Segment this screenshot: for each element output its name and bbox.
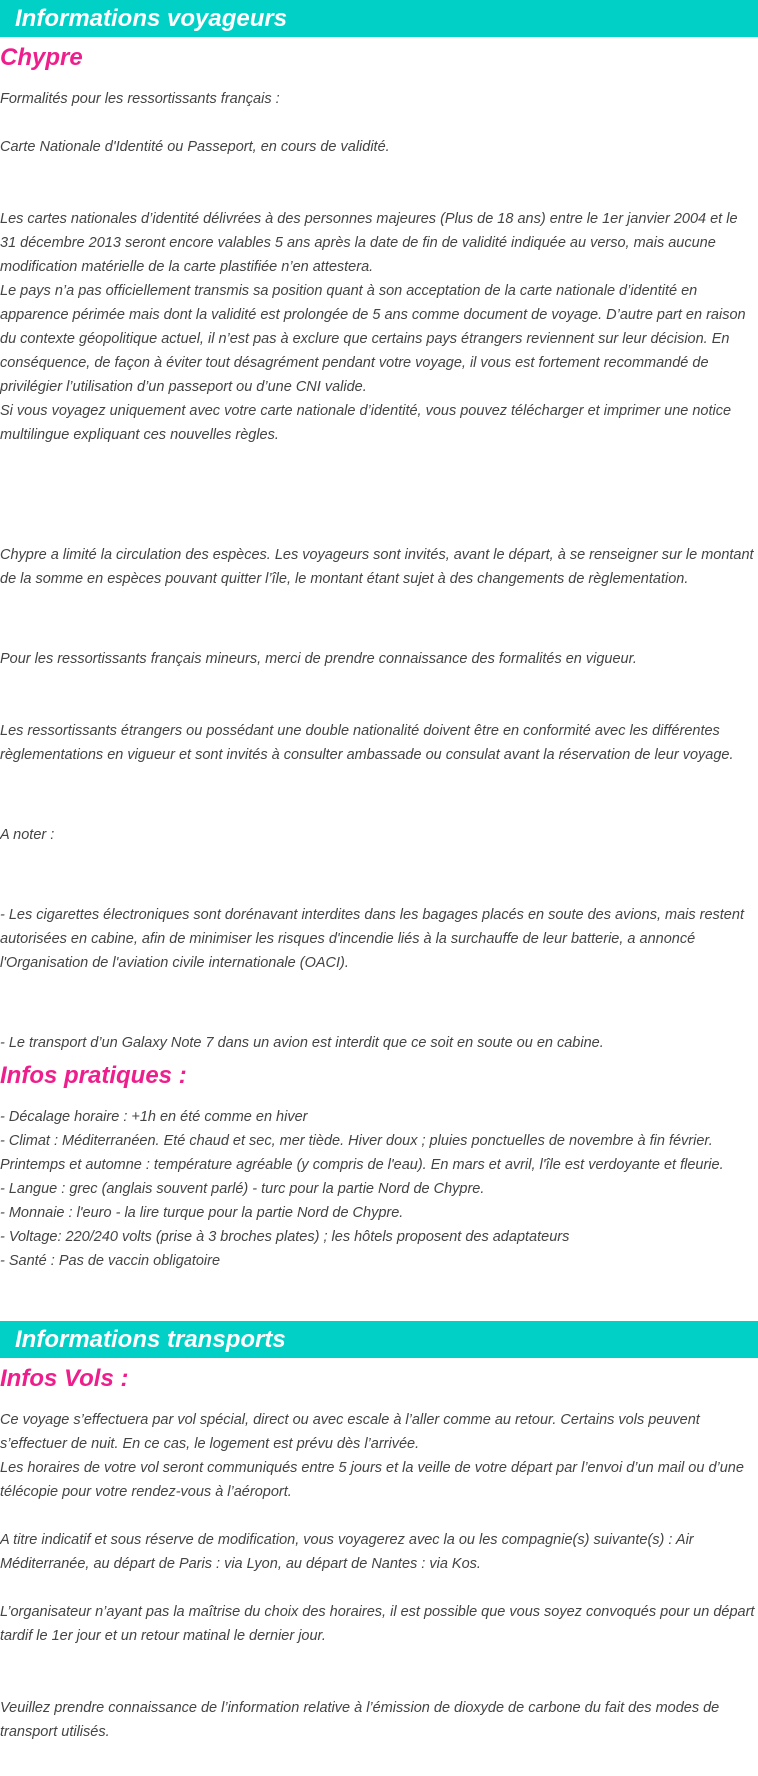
section-band-transports: Informations transports	[0, 1321, 758, 1358]
etrangers-paragraph: Les ressortissants étrangers ou possédant une double nationalité doivent être en conformité avec les différentes règlementations en vigueur et sont invités à consulter ambassade ou consulat avant la réservation de leur voyage.	[0, 723, 734, 763]
infos-pratiques-title: Infos pratiques :	[0, 1062, 187, 1089]
infos-vols-title: Infos Vols :	[0, 1365, 129, 1392]
cni-paragraph-2: Le pays n’a pas officiellement transmis sa position quant à son acceptation de la carte nationale d’identité en apparence périmée mais dont la validité est prolongée de 5 ans comme document de voyage. D’autre part en raison du contexte géopolitique actuel, il n’est pas à exclure que certains pays étrangers reviennent sur leur décision. En conséquence, de façon à éviter tout désagrément pendant votre voyage, il vous est fortement recommandé de privilégier l’utilisation d’un passeport ou d’une CNI valide.	[0, 283, 746, 395]
vol-paragraph-2: Les horaires de votre vol seront communiqués entre 5 jours et la veille de votre départ par l’envoi d’un mail ou d’une télécopie pour votre rendez-vous à l’aéroport.	[0, 1460, 744, 1500]
mineurs-paragraph: Pour les ressortissants français mineurs, merci de prendre connaissance des formalités en vigueur.	[0, 651, 637, 667]
cigarettes-paragraph: - Les cigarettes électroniques sont dorénavant interdites dans les bagages placés en soute des avions, mais restent autorisées en cabine, afin de minimiser les risques d'incendie liés à la surchauffe de leur batterie, a annoncé l'Organisation de l'aviation civile internationale (OACI).	[0, 907, 744, 971]
compagnies-paragraph: A titre indicatif et sous réserve de modification, vous voyagerez avec la ou les compagnie(s) suivante(s) : Air Méditerranée, au départ de Paris : via Lyon, au départ de Nantes : via Kos.	[0, 1532, 694, 1572]
vol-paragraph-1: Ce voyage s’effectuera par vol spécial, direct ou avec escale à l’aller comme au retour. Certains vols peuvent s’effectuer de nuit. En ce cas, le logement est prévu dès l’arrivée.	[0, 1412, 700, 1452]
list-item: - Monnaie : l'euro - la lire turque pour la partie Nord de Chypre.	[0, 1205, 404, 1221]
list-item: - Voltage: 220/240 volts (prise à 3 broches plates) ; les hôtels proposent des adaptateurs	[0, 1229, 570, 1245]
carte-identite-text: Carte Nationale d'Identité ou Passeport, en cours de validité.	[0, 139, 390, 155]
list-item: - Climat : Méditerranéen. Eté chaud et sec, mer tiède. Hiver doux ; pluies ponctuelles de novembre à fin février.	[0, 1133, 713, 1149]
list-item: - Santé : Pas de vaccin obligatoire	[0, 1253, 221, 1269]
co2-paragraph: Veuillez prendre connaissance de l’information relative à l’émission de dioxyde de carbone du fait des modes de transport utilisés.	[0, 1700, 720, 1740]
cni-paragraph-1: Les cartes nationales d’identité délivrées à des personnes majeures (Plus de 18 ans) entre le 1er janvier 2004 et le 31 décembre 2013 seront encore valables 5 ans après la date de fin de validité indiquée au verso, mais aucune modification matérielle de la carte plastifiée n’en attestera.	[0, 211, 738, 275]
country-title: Chypre	[0, 44, 83, 71]
list-item: - Décalage horaire : +1h en été comme en hiver	[0, 1109, 308, 1125]
horaires-paragraph: L’organisateur n’ayant pas la maîtrise du choix des horaires, il est possible que vous soyez convoqués pour un départ tardif le 1er jour et un retour matinal le dernier jour.	[0, 1604, 755, 1644]
section-band-voyageurs: Informations voyageurs	[0, 0, 758, 37]
a-noter-label: A noter :	[0, 827, 55, 843]
galaxy-paragraph: - Le transport d’un Galaxy Note 7 dans un avion est interdit que ce soit en soute ou en cabine.	[0, 1035, 604, 1051]
cni-paragraph-3: Si vous voyagez uniquement avec votre carte nationale d’identité, vous pouvez télécharger et imprimer une notice multilingue expliquant ces nouvelles règles.	[0, 403, 732, 443]
list-item: Printemps et automne : température agréable (y compris de l'eau). En mars et avril, l'île est verdoyante et fleurie.	[0, 1157, 724, 1173]
especes-paragraph: Chypre a limité la circulation des espèces. Les voyageurs sont invités, avant le départ, à se renseigner sur le montant de la somme en espèces pouvant quitter l’île, le montant étant sujet à des changements de règlementation.	[0, 547, 754, 587]
infos-pratiques-list	[0, 1105, 758, 1273]
list-item: - Langue : grec (anglais souvent parlé) - turc pour la partie Nord de Chypre.	[0, 1181, 485, 1197]
formalites-label: Formalités pour les ressortissants français :	[0, 91, 280, 107]
